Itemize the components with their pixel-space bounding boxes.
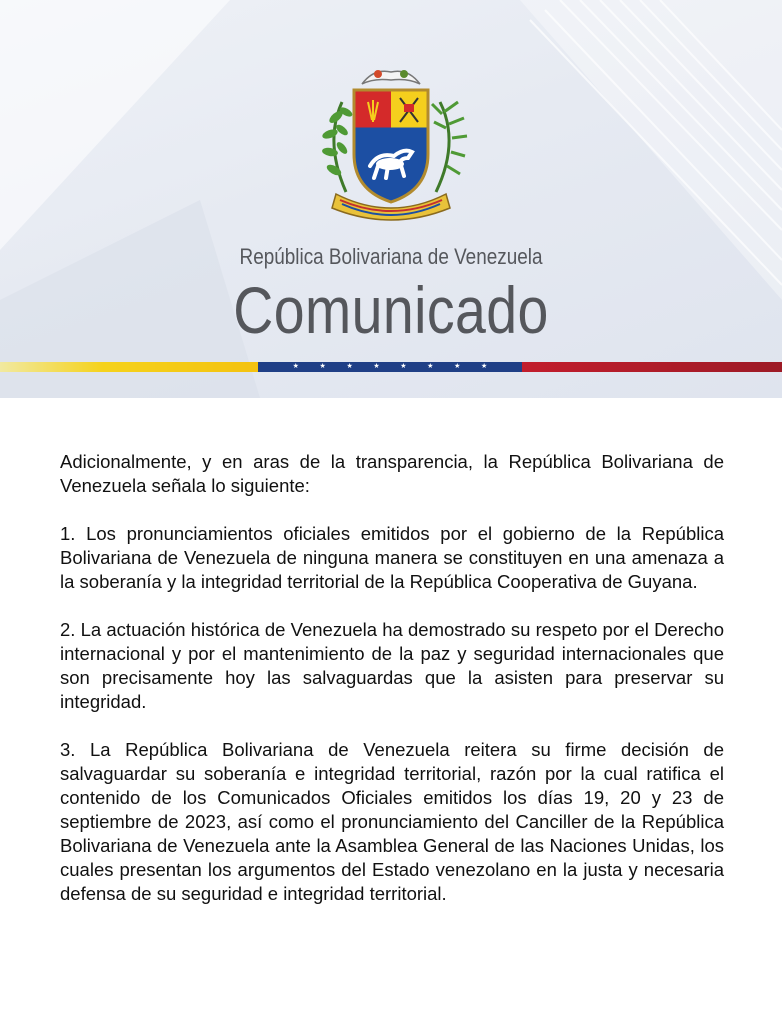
star-icon: ★ [454, 363, 461, 370]
flag-blue-stripe [258, 362, 522, 372]
point-3-paragraph: 3. La República Bolivariana de Venezuela reitera su firme decisión de salvaguardar su soberanía e integridad territorial, razón por la cual ratifica el contenido de los Comunicados Oficiales emitidos los días 19, 20 y 23 de septiembre de 2023, así como el pronunciamiento del Canciller de la República Bolivariana de Venezuela ante la Asamblea General de las Naciones Unidas, los cuales presentan los argumentos del Estado venezolano en la justa y necesaria defensa de su seguridad e integridad territorial. [60, 739, 724, 904]
intro-paragraph: Adicionalmente, y en aras de la transparencia, la República Bolivariana de Venezuela señala lo siguiente: [60, 451, 724, 496]
star-icon: ★ [346, 363, 353, 370]
star-icon: ★ [373, 363, 380, 370]
header-banner [0, 0, 782, 398]
point-2-paragraph: 2. La actuación histórica de Venezuela ha demostrado su respeto por el Derecho internacional y por el mantenimiento de la paz y seguridad internacionales que son precisamente hoy las salvaguardas que la asisten para preservar su integridad. [60, 619, 724, 712]
coat-of-arms-emblem [312, 62, 470, 230]
flag-red-stripe [522, 362, 782, 372]
star-icon: ★ [480, 363, 488, 370]
point-1-paragraph: 1. Los pronunciamientos oficiales emitidos por el gobierno de la República Bolivariana de Venezuela de ninguna manera se constituyen en una amenaza a la soberanía y la integridad territorial de la República Cooperativa de Guyana. [60, 523, 724, 592]
flag-yellow-stripe [0, 362, 258, 372]
communique-body [60, 450, 724, 930]
star-icon: ★ [400, 363, 407, 370]
republic-name: República Bolivariana de Venezuela [239, 244, 543, 269]
star-icon: ★ [427, 363, 434, 370]
star-icon: ★ [292, 363, 299, 370]
flag-color-band [0, 362, 782, 372]
star-icon: ★ [319, 363, 326, 370]
page-title: Comunicado [233, 273, 549, 347]
